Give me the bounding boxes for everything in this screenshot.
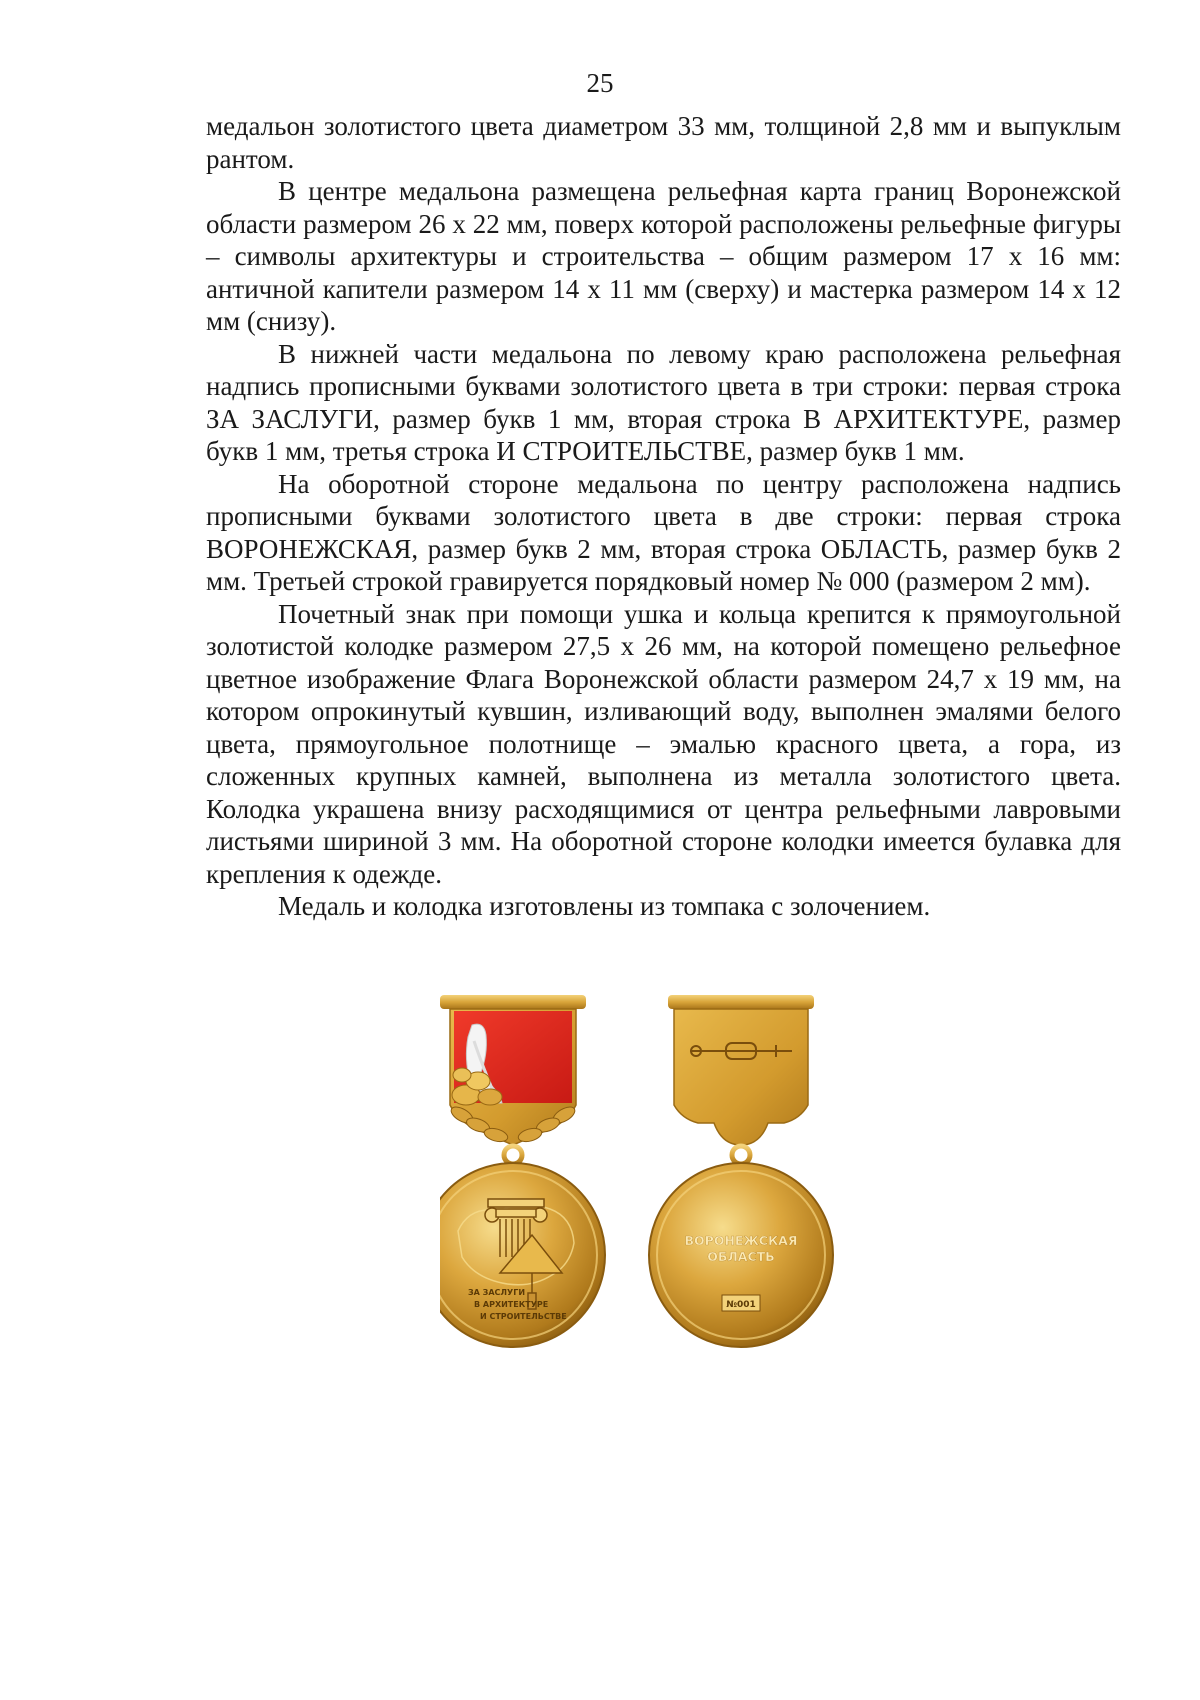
paragraph: медальон золотистого цвета диаметром 33 мм, толщиной 2,8 мм и выпуклым рантом.	[206, 111, 1121, 174]
medal-front	[440, 995, 605, 1347]
ribbon-plate-back	[674, 1009, 808, 1145]
paragraph: Почетный знак при помощи ушка и кольца крепится к прямоугольной золотистой колодке размером 27,5 х 26 мм, на которой помещено рельефное цветное изображение Флага Воронежской области размером 24,7 х 19 мм, на котором опрокинутый кувшин, изливающий воду, выполнен эмалями белого цвета, прямоугольное полотнище – эмалью красного цвета, а гора, из сложенных крупных камней, выполнена из металла золотистого цвета. Колодка украшена внизу расходящимися от центра рельефными лавровыми листьями шириной 3 мм. На оборотной стороне колодки имеется булавка для крепления к одежде.	[206, 598, 1121, 889]
document-body	[206, 110, 1121, 923]
ring	[504, 1146, 522, 1164]
medal-front-inscription-line-3: И СТРОИТЕЛЬСТВЕ	[480, 1312, 567, 1321]
paragraph: На оборотной стороне медальона по центру расположена надпись прописными буквами золотистого цвета в две строки: первая строка ВОРОНЕЖСКАЯ, размер букв 2 мм, вторая строка ОБЛАСТЬ, размер букв 2 мм. Третьей строкой гравируется порядковый номер № 000 (размером 2 мм).	[206, 468, 1121, 596]
ribbon-bar-top	[440, 995, 586, 1009]
medal-front-inscription-line-1: ЗА ЗАСЛУГИ	[468, 1288, 526, 1297]
medal-illustration	[440, 995, 880, 1375]
paragraph: В центре медальона размещена рельефная карта границ Воронежской области размером 26 х 22 мм, поверх которой расположены рельефные фигуры – символы архитектуры и строительства – общим размером 17 х 16 мм: античной капители размером 14 х 11 мм (сверху) и мастерка размером 14 х 12 мм (снизу).	[206, 176, 1121, 336]
serial-number: №001	[726, 1300, 756, 1310]
medal-front-inscription-line-2: В АРХИТЕКТУРЕ	[474, 1300, 549, 1309]
medal-back	[649, 995, 833, 1347]
ribbon-bar-top	[668, 995, 814, 1009]
page-number: 25	[586, 68, 614, 98]
paragraph: В нижней части медальона по левому краю расположена рельефная надпись прописными буквами золотистого цвета в три строки: первая строка ЗА ЗАСЛУГИ, размер букв 1 мм, вторая строка В АРХИТЕКТУРЕ, размер букв 1 мм, третья строка И СТРОИТЕЛЬСТВЕ, размер букв 1 мм.	[206, 338, 1121, 466]
medal-back-inscription-line-1: ВОРОНЕЖСКАЯ	[684, 1233, 798, 1248]
medal-back-inscription-line-2: ОБЛАСТЬ	[707, 1249, 775, 1264]
paragraph: Медаль и колодка изготовлены из томпака с золочением.	[278, 891, 931, 921]
ring	[732, 1146, 750, 1164]
